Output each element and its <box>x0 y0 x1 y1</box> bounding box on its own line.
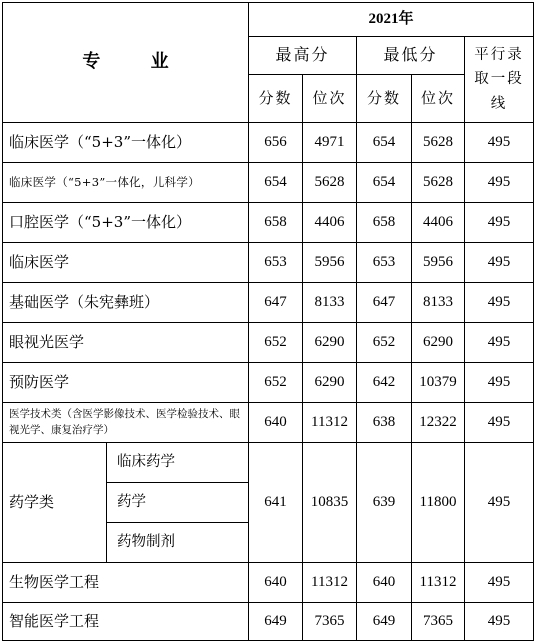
parallel-line-header <box>465 37 534 123</box>
major-name: 临床医学 <box>3 243 249 283</box>
major-name: 眼视光医学 <box>3 323 249 363</box>
line-cell: 495 <box>465 163 534 203</box>
max-score-cell: 652 <box>249 363 303 403</box>
max-rank-cell: 4406 <box>303 203 357 243</box>
sub-major-name: 临床药学 <box>107 443 249 483</box>
max-score-cell: 641 <box>249 443 303 563</box>
line-cell: 495 <box>465 603 534 641</box>
min-score-cell: 639 <box>357 443 412 563</box>
max-score-cell: 647 <box>249 283 303 323</box>
max-rank-cell: 5956 <box>303 243 357 283</box>
sub-major-name: 药学 <box>107 483 249 523</box>
line-cell: 495 <box>465 443 534 563</box>
line-cell: 495 <box>465 123 534 163</box>
major-name: 口腔医学（“5+3”一体化） <box>3 203 249 243</box>
max-rank-cell: 6290 <box>303 363 357 403</box>
min-score-cell: 640 <box>357 563 412 603</box>
min-rank-cell: 12322 <box>412 403 465 443</box>
max-score-score-header: 分数 <box>249 75 303 123</box>
max-score-cell: 654 <box>249 163 303 203</box>
min-rank-cell: 5628 <box>412 163 465 203</box>
max-score-cell: 652 <box>249 323 303 363</box>
sub-major-name: 药物制剂 <box>107 523 249 563</box>
min-rank-cell: 7365 <box>412 603 465 641</box>
max-score-cell: 640 <box>249 403 303 443</box>
min-score-cell: 642 <box>357 363 412 403</box>
major-name: 临床医学（“5+3”一体化，儿科学） <box>3 163 249 203</box>
table-row <box>3 323 534 363</box>
max-score-cell: 656 <box>249 123 303 163</box>
line-cell: 495 <box>465 203 534 243</box>
major-name: 临床医学（“5+3”一体化） <box>3 123 249 163</box>
year-header: 2021年 <box>249 3 534 37</box>
table-row <box>3 403 534 443</box>
min-score-cell: 638 <box>357 403 412 443</box>
table-row <box>3 203 534 243</box>
min-score-cell: 653 <box>357 243 412 283</box>
min-score-cell: 647 <box>357 283 412 323</box>
parallel-line-label: 平行录取一段线 <box>474 46 524 112</box>
major-name: 医学技术类（含医学影像技术、医学检验技术、眼视光学、康复治疗学） <box>3 403 249 443</box>
min-score-cell: 654 <box>357 123 412 163</box>
table-row <box>3 563 534 603</box>
max-score-cell: 658 <box>249 203 303 243</box>
min-score-cell: 649 <box>357 603 412 641</box>
max-score-cell: 649 <box>249 603 303 641</box>
max-rank-cell: 4971 <box>303 123 357 163</box>
max-score-cell: 640 <box>249 563 303 603</box>
line-cell: 495 <box>465 363 534 403</box>
major-name: 预防医学 <box>3 363 249 403</box>
major-name: 基础医学（朱宪彝班） <box>3 283 249 323</box>
min-rank-cell: 11800 <box>412 443 465 563</box>
table-row <box>3 603 534 641</box>
min-rank-cell: 10379 <box>412 363 465 403</box>
max-rank-cell: 7365 <box>303 603 357 641</box>
max-score-rank-header: 位次 <box>303 75 357 123</box>
line-cell: 495 <box>465 243 534 283</box>
table-row <box>3 283 534 323</box>
min-score-score-header: 分数 <box>357 75 412 123</box>
major-group-name: 药学类 <box>3 443 107 563</box>
max-rank-cell: 6290 <box>303 323 357 363</box>
min-score-cell: 652 <box>357 323 412 363</box>
min-rank-cell: 5628 <box>412 123 465 163</box>
table-row <box>3 243 534 283</box>
min-score-cell: 654 <box>357 163 412 203</box>
max-score-cell: 653 <box>249 243 303 283</box>
max-rank-cell: 11312 <box>303 403 357 443</box>
max-rank-cell: 11312 <box>303 563 357 603</box>
min-rank-cell: 5956 <box>412 243 465 283</box>
major-header: 专 业 <box>3 3 249 123</box>
min-rank-cell: 11312 <box>412 563 465 603</box>
min-rank-cell: 4406 <box>412 203 465 243</box>
min-rank-cell: 6290 <box>412 323 465 363</box>
table-row <box>3 363 534 403</box>
max-score-header: 最高分 <box>249 37 357 75</box>
major-name: 智能医学工程 <box>3 603 249 641</box>
min-score-rank-header: 位次 <box>412 75 465 123</box>
admission-score-table <box>2 2 534 641</box>
table-row <box>3 123 534 163</box>
min-score-cell: 658 <box>357 203 412 243</box>
table-row <box>3 443 534 483</box>
major-name: 生物医学工程 <box>3 563 249 603</box>
min-rank-cell: 8133 <box>412 283 465 323</box>
line-cell: 495 <box>465 323 534 363</box>
max-rank-cell: 10835 <box>303 443 357 563</box>
max-rank-cell: 8133 <box>303 283 357 323</box>
table-row <box>3 163 534 203</box>
line-cell: 495 <box>465 403 534 443</box>
line-cell: 495 <box>465 563 534 603</box>
line-cell: 495 <box>465 283 534 323</box>
min-score-header: 最低分 <box>357 37 465 75</box>
max-rank-cell: 5628 <box>303 163 357 203</box>
